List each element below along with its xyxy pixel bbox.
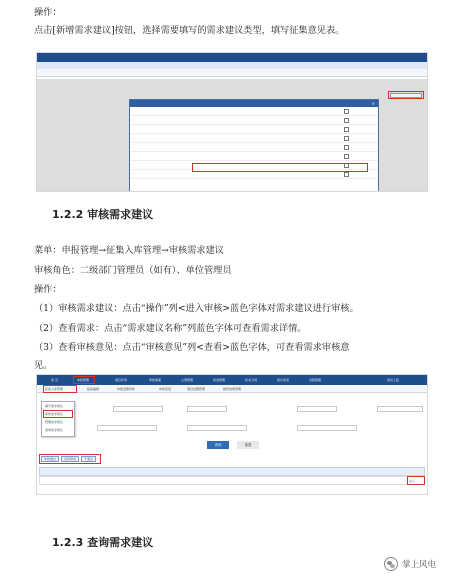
screenshot-review-suggestion	[36, 374, 428, 495]
menu-item-query[interactable]: 查询需求建议	[45, 428, 64, 432]
row-checkbox[interactable]	[344, 118, 349, 123]
watermark	[384, 557, 436, 571]
filter-input-2[interactable]	[297, 406, 337, 412]
app-topbar	[37, 53, 427, 62]
role-line: 审核角色：二级部门管理员（如有）、单位管理员	[34, 265, 232, 276]
step-1: （1）审核需求建议：点击“操作”列<进入审核>蓝色字体对需求建议进行审核。	[34, 303, 359, 314]
row-checkbox[interactable]	[344, 109, 349, 114]
section-heading-122: 1.2.2 审核需求建议	[52, 208, 154, 221]
selected-row-highlight	[192, 163, 368, 172]
nav-project[interactable]: 立项管理	[181, 378, 194, 382]
close-icon[interactable]: ×	[371, 101, 375, 106]
menu-line: 菜单：申报管理→征集入库管理→审核需求建议	[34, 245, 224, 256]
menu-item-review[interactable]: 审核需求建议	[45, 412, 64, 416]
table-row	[130, 152, 378, 161]
table-row	[130, 107, 378, 116]
table-row	[130, 134, 378, 143]
section-heading-123: 1.2.3 查询需求建议	[52, 536, 154, 549]
tab-result[interactable]: 推荐结果管理	[223, 387, 242, 391]
type-select-modal	[129, 99, 379, 192]
nav-stats[interactable]: 统计报表	[277, 378, 290, 382]
op-label-2: 操作：	[34, 284, 62, 295]
filter-input-1[interactable]	[187, 406, 227, 412]
nav-review[interactable]: 项目评审	[115, 378, 128, 382]
filter-input-3[interactable]	[377, 406, 423, 412]
nav-contract[interactable]: 技术合同	[245, 378, 258, 382]
row-checkbox[interactable]	[344, 172, 349, 177]
app-tabrow	[37, 69, 427, 77]
nav-home[interactable]: 首 页	[51, 378, 58, 382]
nav-report[interactable]: 信息上报	[387, 378, 400, 382]
menu-item-highlight	[43, 410, 73, 418]
wechat-icon	[384, 557, 398, 571]
modal-header	[130, 100, 378, 107]
action-buttons-highlight	[39, 454, 101, 464]
tab-guide[interactable]: 指南编制	[87, 387, 100, 391]
filter-year[interactable]	[113, 406, 163, 412]
reject-button[interactable]: 不通过	[81, 456, 96, 462]
tab-collect[interactable]: 征集入库管理	[45, 387, 64, 391]
query-button[interactable]: 查询	[207, 441, 229, 449]
nav-declare[interactable]: 申报管理	[77, 378, 90, 382]
tab-highlight	[43, 385, 77, 393]
op-label: 操作：	[34, 7, 62, 18]
filter-input-4[interactable]	[97, 425, 157, 431]
menu-item-fill[interactable]: 填写需求建议	[45, 404, 64, 408]
tab-submit[interactable]: 申报报送	[159, 387, 172, 391]
table-header	[39, 467, 425, 476]
add-suggestion-button[interactable]	[390, 93, 422, 98]
app-topbar	[37, 375, 427, 385]
reset-button[interactable]: 重置	[237, 441, 259, 449]
op-text: 点击[新增需求建议]按钮，选择需要填写的需求建议类型，填写征集意见表。	[34, 25, 345, 36]
watermark-text: 掌上风电	[401, 560, 436, 570]
enter-review-highlight	[407, 476, 425, 485]
table-row	[130, 125, 378, 134]
tab-accept[interactable]: 申报受理审核	[117, 387, 136, 391]
nav-highlight	[73, 376, 95, 384]
enter-review-link[interactable]: 进入...	[409, 479, 418, 483]
filter-input-6[interactable]	[297, 425, 357, 431]
filter-input-5[interactable]	[187, 425, 247, 431]
table-row	[39, 476, 425, 485]
step-3: （3）查看审核意见：点击“审核意见”列<查看>蓝色字体，可查看需求审核意	[34, 342, 350, 353]
row-checkbox[interactable]	[344, 145, 349, 150]
screenshot-add-suggestion	[36, 52, 428, 192]
app-navbar	[37, 62, 427, 69]
return-button[interactable]: 退回修改	[61, 456, 79, 462]
table-row	[130, 143, 378, 152]
menu-item-manage[interactable]: 管理需求建议	[45, 420, 64, 424]
nav-process[interactable]: 过程管理	[309, 378, 322, 382]
row-checkbox[interactable]	[344, 136, 349, 141]
row-checkbox[interactable]	[344, 154, 349, 159]
step-2: （2）查看需求：点击“需求建议名称”列蓝色字体可查看需求详情。	[34, 323, 307, 334]
declare-dropdown-menu	[41, 401, 75, 437]
row-checkbox[interactable]	[344, 127, 349, 132]
tab-project-accept[interactable]: 项目受理管理	[187, 387, 206, 391]
nav-audit[interactable]: 审核备案	[149, 378, 162, 382]
nav-funds[interactable]: 资金管理	[213, 378, 226, 382]
step-3-cont: 见。	[34, 360, 53, 371]
table-row	[130, 116, 378, 125]
approve-button[interactable]: 审核通过	[41, 456, 59, 462]
